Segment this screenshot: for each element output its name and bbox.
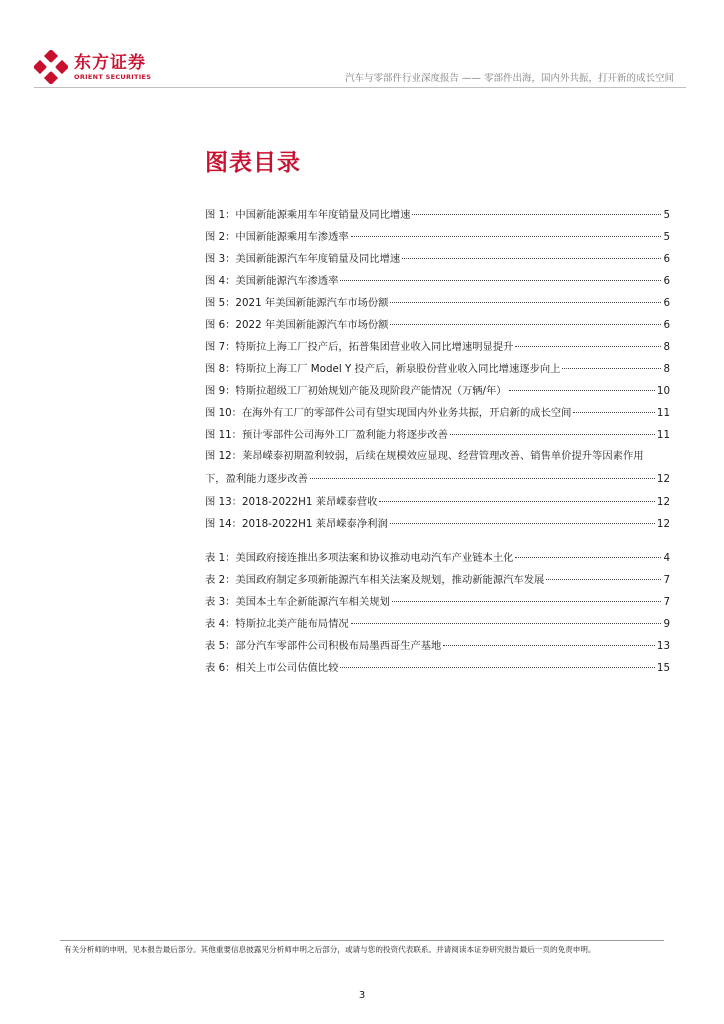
toc-entry-page: 7 [663, 574, 670, 586]
dot-leader [390, 509, 655, 524]
dot-leader [379, 487, 654, 502]
toc-entry-page: 5 [663, 209, 670, 221]
dot-leader [390, 288, 661, 303]
toc-entry-label: 图 5：2021 年美国新能源汽车市场份额 [205, 297, 389, 309]
toc-entry-page: 9 [663, 618, 670, 630]
dot-leader [515, 332, 661, 347]
dot-leader [450, 420, 655, 435]
toc-entry-figure-14[interactable] [205, 512, 670, 534]
toc-entry-label: 图 10：在海外有工厂的零部件公司有望实现国内外业务共振，开启新的成长空间 [205, 407, 572, 419]
header-divider [34, 87, 686, 88]
toc-entry-page: 12 [656, 518, 670, 530]
report-header-title: 汽车与零部件行业深度报告 —— 零部件出海，国内外共振，打开新的成长空间 [344, 73, 674, 84]
toc-entry-page: 6 [663, 275, 670, 287]
dot-leader [351, 609, 662, 624]
toc-entry-page: 12 [656, 496, 670, 508]
footer-divider [60, 940, 664, 941]
figure-list [205, 203, 670, 534]
table-list [205, 546, 670, 678]
dot-leader [402, 244, 661, 259]
dot-leader [562, 354, 661, 369]
dot-leader [392, 587, 662, 602]
toc-entry-label-line2: 下，盈利能力逐步改善 [205, 473, 308, 485]
logo-english-name: ORIENT SECURITIES [74, 72, 152, 81]
toc-entry-page: 5 [663, 231, 670, 243]
toc-entry-label: 表 2：美国政府制定多项新能源汽车相关法案及规划，推动新能源汽车发展 [205, 574, 545, 586]
dot-leader [443, 631, 655, 646]
toc-entry-figure-12[interactable] [205, 445, 670, 490]
toc-entry-label-line1: 图 12：莱昂嵘泰初期盈利较弱，后续在规模效应显现、经营管理改善、销售单价提升等因素作用 [205, 450, 644, 462]
toc-entry-label: 图 11：预计零部件公司海外工厂盈利能力将逐步改善 [205, 429, 448, 441]
toc-entry-label: 图 13：2018-2022H1 莱昂嵘泰营收 [205, 496, 378, 508]
toc-entry-page: 7 [663, 596, 670, 608]
toc-entry-label: 表 6：相关上市公司估值比较 [205, 662, 339, 674]
toc-entry-page: 6 [663, 297, 670, 309]
dot-leader [340, 653, 655, 668]
dot-leader [351, 222, 662, 237]
toc-entry-label: 图 7：特斯拉上海工厂投产后，拓普集团营业收入同比增速明显提升 [205, 341, 514, 353]
toc-entry-page: 8 [663, 341, 670, 353]
toc-entry-page: 6 [663, 319, 670, 331]
toc-entry-label: 表 1：美国政府接连推出多项法案和协议推动电动汽车产业链本土化 [205, 552, 514, 564]
toc-entry-page: 15 [656, 662, 670, 674]
toc-entry-label: 图 14：2018-2022H1 莱昂嵘泰净利润 [205, 518, 388, 530]
dot-leader [515, 543, 661, 558]
dot-leader [310, 464, 655, 479]
dot-leader [390, 310, 661, 325]
toc-entry-page: 11 [656, 429, 670, 441]
toc-entry-label: 图 9：特斯拉超级工厂初始规划产能及现阶段产能情况（万辆/年） [205, 385, 507, 397]
brand-logo [34, 50, 151, 84]
toc-entry-label: 表 4：特斯拉北美产能布局情况 [205, 618, 349, 630]
footer-disclaimer: 有关分析师的申明，见本报告最后部分。其他重要信息披露见分析师申明之后部分，或请与您的投资代表联系。并请阅读本证券研究报告最后一页的免责申明。 [64, 945, 596, 954]
dot-leader [509, 376, 655, 391]
toc-entry-page: 12 [656, 473, 670, 485]
toc-entry-label: 图 4：美国新能源汽车渗透率 [205, 275, 339, 287]
page-title: 图表目录 [205, 150, 301, 176]
toc-entry-label: 表 3：美国本土车企新能源汽车相关规划 [205, 596, 390, 608]
dot-leader [573, 398, 654, 413]
toc-entry-label: 图 6：2022 年美国新能源汽车市场份额 [205, 319, 389, 331]
page-number: 3 [358, 990, 366, 1001]
toc-entry-figure-11[interactable] [205, 423, 670, 445]
toc-entry-page: 4 [663, 552, 670, 564]
toc-entry-table-6[interactable] [205, 656, 670, 678]
dot-leader [340, 266, 661, 281]
toc-entry-page: 13 [656, 640, 670, 652]
dot-leader [546, 565, 661, 580]
toc-entry-label: 表 5：部分汽车零部件公司积极布局墨西哥生产基地 [205, 640, 442, 652]
orient-securities-logo-icon [34, 50, 68, 84]
toc-entry-label: 图 8：特斯拉上海工厂 Model Y 投产后，新泉股份营业收入同比增速逐步向上 [205, 363, 561, 375]
toc-entry-label: 图 2：中国新能源乘用车渗透率 [205, 231, 349, 243]
toc-entry-page: 11 [656, 407, 670, 419]
toc-entry-page: 6 [663, 253, 670, 265]
logo-chinese-name: 东方证券 [74, 52, 146, 73]
toc-entry-page: 8 [663, 363, 670, 375]
toc-entry-label: 图 3：美国新能源汽车年度销量及同比增速 [205, 253, 401, 265]
dot-leader [412, 200, 661, 215]
toc-entry-page: 10 [656, 385, 670, 397]
toc-entry-label: 图 1：中国新能源乘用车年度销量及同比增速 [205, 209, 411, 221]
